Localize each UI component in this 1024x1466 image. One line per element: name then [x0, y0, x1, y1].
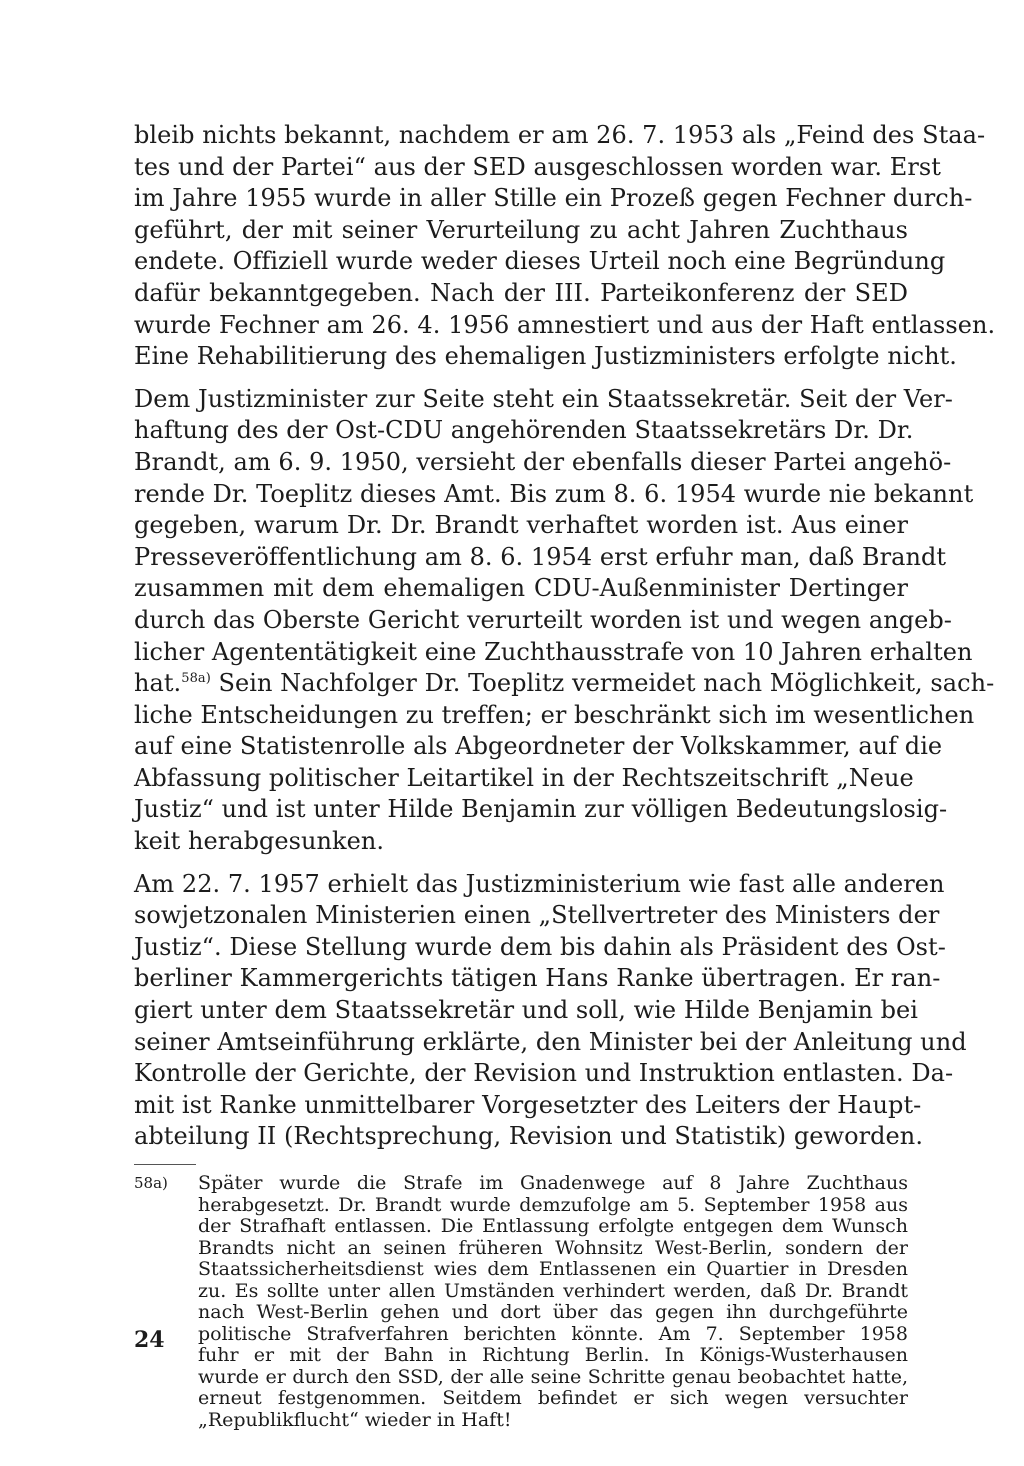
text-line — [134, 668, 995, 700]
text-line: liche Entscheidungen zu treffen; er beschränkt sich im wesentlichen — [134, 700, 975, 729]
text-line: Justiz“ und ist unter Hilde Benjamin zur völligen Bedeutungslosig- — [134, 795, 948, 824]
text-fragment: hat. — [134, 669, 182, 698]
text-line: sowjetzonalen Ministerien einen „Stellvertreter des Ministers der — [134, 901, 940, 930]
footnote-line: fuhr er mit der Bahn in Richtung Berlin. In Königs-Wusterhausen — [198, 1344, 908, 1366]
text-fragment: Sein Nachfolger Dr. Toeplitz vermeidet nach Möglichkeit, sach- — [210, 669, 995, 698]
footnote-divider — [134, 1164, 196, 1165]
footnote-line: zu. Es sollte unter allen Umständen verhindert werden, daß Dr. Brandt — [198, 1279, 908, 1302]
footnote-line: herabgesetzt. Dr. Brandt wurde demzufolge am 5. September 1958 aus — [198, 1193, 908, 1216]
footnote-line: Staatssicherheitsdienst wies dem Entlassenen ein Quartier in Dresden — [198, 1258, 908, 1280]
text-line: tes und der Partei“ aus der SED ausgeschlossen worden war. Erst — [134, 152, 941, 181]
text-line: Abfassung politischer Leitartikel in der Rechtszeitschrift „Neue — [134, 763, 914, 792]
footnote-line: erneut festgenommen. Seitdem befindet er sich wegen versuchter — [198, 1387, 908, 1409]
footnote-line: der Strafhaft entlassen. Die Entlassung erfolgte entgegen dem Wunsch — [198, 1215, 908, 1237]
text-line: dafür bekanntgegeben. Nach der III. Parteikonferenz der SED — [134, 278, 908, 307]
footnote-reference[interactable]: 58a) — [181, 671, 211, 687]
text-line: mit ist Ranke unmittelbarer Vorgesetzter des Leiters der Haupt- — [134, 1090, 922, 1119]
footnote-line: wurde er durch den SSD, der alle seine Schritte genau beobachtet hatte, — [198, 1365, 908, 1388]
text-line: Dem Justizminister zur Seite steht ein Staatssekretär. Seit der Ver- — [134, 384, 953, 413]
text-line: Presseveröffentlichung am 8. 6. 1954 erst erfuhr man, daß Brandt — [134, 542, 947, 571]
text-line: Kontrolle der Gerichte, der Revision und Instruktion entlasten. Da- — [134, 1059, 954, 1088]
text-line: abteilung II (Rechtsprechung, Revision und Statistik) geworden. — [134, 1122, 923, 1151]
text-line: Justiz“. Diese Stellung wurde dem bis dahin als Präsident des Ost- — [134, 932, 946, 961]
text-line: Am 22. 7. 1957 erhielt das Justizministerium wie fast alle anderen — [134, 869, 945, 898]
paragraph-stellvertreter — [134, 869, 967, 1153]
footnote-line: „Republikflucht“ wieder in Haft! — [198, 1408, 512, 1431]
text-line: giert unter dem Staatssekretär und soll, wie Hilde Benjamin bei — [134, 996, 919, 1025]
page-body — [134, 120, 996, 1431]
text-line: Eine Rehabilitierung des ehemaligen Justizministers erfolgte nicht. — [134, 342, 957, 371]
paragraph-staatssekretaer — [134, 384, 995, 858]
text-line: gegeben, warum Dr. Dr. Brandt verhaftet worden ist. Aus einer — [134, 511, 908, 540]
text-line: im Jahre 1955 wurde in aller Stille ein Prozeß gegen Fechner durch- — [134, 184, 973, 213]
text-line: berliner Kammergerichts tätigen Hans Ranke übertragen. Er ran- — [134, 964, 941, 993]
text-line: haftung des der Ost-CDU angehörenden Staatssekretärs Dr. Dr. — [134, 416, 914, 445]
text-line: auf eine Statistenrolle als Abgeordneter der Volkskammer, auf die — [134, 732, 943, 761]
text-line: rende Dr. Toeplitz dieses Amt. Bis zum 8. 6. 1954 wurde nie bekannt — [134, 479, 974, 508]
footnote-line: nach West-Berlin gehen und dort über das gegen ihn durchgeführte — [198, 1301, 908, 1323]
text-line: durch das Oberste Gericht verurteilt worden ist und wegen angeb- — [134, 605, 952, 634]
text-line: keit herabgesunken. — [134, 827, 385, 856]
footnote — [134, 1173, 908, 1431]
paragraph-fechner — [134, 120, 996, 373]
text-line: wurde Fechner am 26. 4. 1956 amnestiert und aus der Haft entlassen. — [134, 310, 996, 339]
footnote-line: politische Strafverfahren berichten könnte. Am 7. September 1958 — [198, 1322, 908, 1345]
text-line: bleib nichts bekannt, nachdem er am 26. 7. 1953 als „Feind des Staa- — [134, 121, 986, 149]
footnote-line: Später wurde die Strafe im Gnadenwege auf 8 Jahre Zuchthaus — [198, 1172, 908, 1194]
text-line: zusammen mit dem ehemaligen CDU-Außenminister Dertinger — [134, 574, 908, 603]
footnote-mark: 58a) — [134, 1174, 168, 1192]
text-line: geführt, der mit seiner Verurteilung zu acht Jahren Zuchthaus — [134, 215, 908, 244]
text-line: seiner Amtseinführung erklärte, den Minister bei der Anleitung und — [134, 1027, 967, 1056]
text-line: licher Agententätigkeit eine Zuchthausstrafe von 10 Jahren erhalten — [134, 637, 973, 666]
page-number: 24 — [134, 1327, 165, 1353]
text-line: Brandt, am 6. 9. 1950, versieht der ebenfalls dieser Partei angehö- — [134, 447, 952, 476]
footnote-line: Brandts nicht an seinen früheren Wohnsitz West-Berlin, sondern der — [198, 1236, 908, 1259]
text-line: endete. Offiziell wurde weder dieses Urteil noch eine Begründung — [134, 247, 946, 276]
